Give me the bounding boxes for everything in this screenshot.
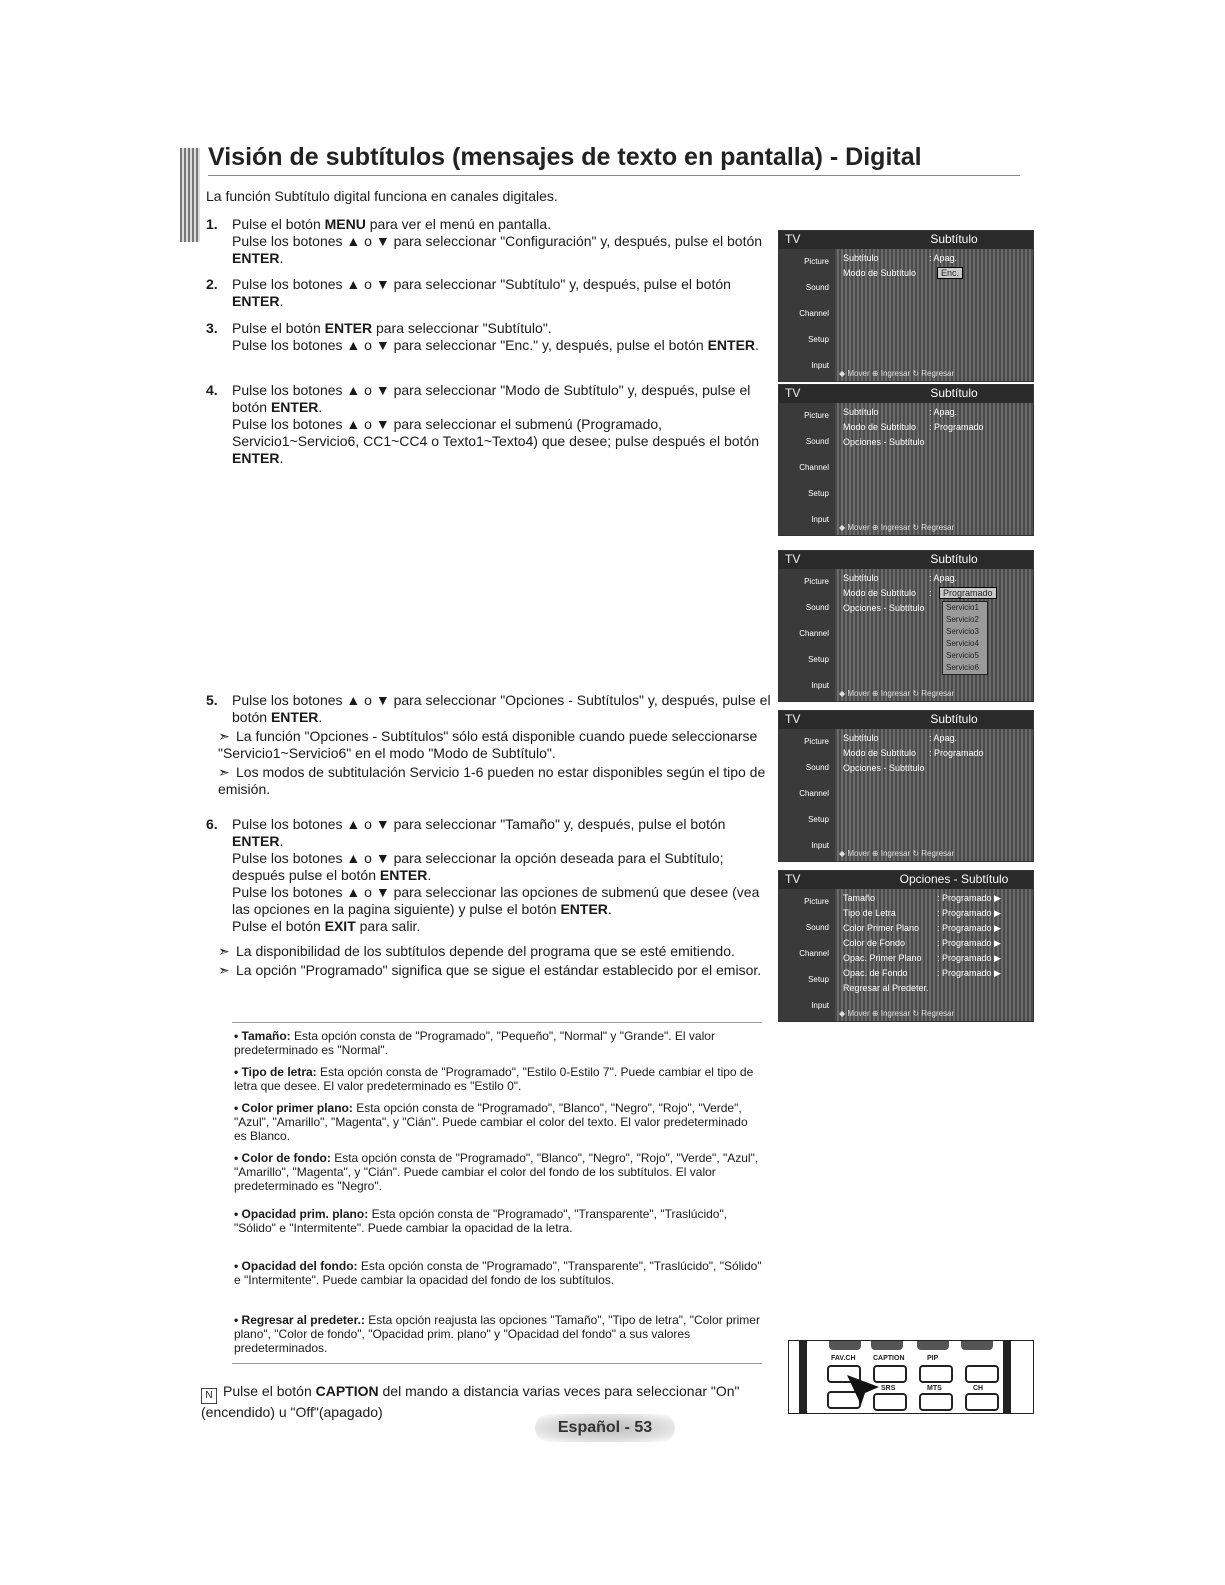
menu-footer: [839, 369, 1029, 378]
option-description: Esta opción consta de "Programado", "Blanco", "Negro", "Rojo", "Verde", "Azul", "Amarillo", "Magenta", y "Cián". Puede cambiar el color del fondo de los subtítulos. El valor predeterminado es "Negro".: [234, 1151, 759, 1193]
menu-sidebar: [779, 569, 835, 701]
step-body: [218, 692, 777, 798]
tv-menu-screenshot: [778, 870, 1034, 1022]
menu-tv-label: TV: [785, 386, 801, 400]
menu-side-item: Sound: [805, 437, 829, 446]
menu-footer-item: ↻ Regresar: [912, 523, 955, 532]
menu-footer-item: ↻ Regresar: [912, 369, 955, 378]
menu-row-label: Opciones - Subtítulo: [843, 437, 925, 447]
menu-title: Subtítulo: [930, 386, 978, 400]
menu-row-label: Color de Fondo: [843, 938, 906, 948]
remote-top-button: [961, 1341, 993, 1350]
remote-top-button: [917, 1341, 949, 1350]
caption-keyword: CAPTION: [315, 1383, 379, 1399]
option-entry: [234, 1313, 762, 1355]
option-description: Esta opción reajusta las opciones "Tamaño", "Tipo de letra", "Color primer plano", "Color de fondo", "Opacidad prim. plano" y "Opacidad del fondo" a sus valores predeterminados.: [234, 1313, 760, 1355]
menu-footer-item: ⊕ Ingresar: [871, 369, 913, 378]
step-text: Pulse los botones ▲ o ▼ para seleccionar la opción deseada para el Subtítulo; después pulse el botón ENTER.: [232, 850, 724, 883]
mts-button: [919, 1393, 953, 1411]
exit-keyword: EXIT: [324, 918, 356, 934]
note-arrow-icon: ➣: [218, 764, 230, 780]
menu-side-item: Setup: [808, 489, 829, 498]
menu-row-label: Opac. Primer Plano: [843, 953, 922, 963]
menu-side-item: Setup: [808, 335, 829, 344]
menu-side-item: Setup: [808, 655, 829, 664]
note-arrow-icon: ➣: [218, 728, 230, 744]
menu-row-value: : Programado: [929, 748, 984, 758]
menu-footer-item: ⊕ Ingresar: [871, 523, 913, 532]
option-term: • Opacidad prim. plano:: [234, 1207, 372, 1221]
step-number: 4.: [206, 382, 218, 398]
step-keyword: ENTER: [232, 250, 280, 266]
pointer-arrow-icon: [843, 1371, 883, 1407]
option-term: • Tipo de letra:: [234, 1065, 320, 1079]
menu-side-item: Sound: [805, 923, 829, 932]
menu-dropdown: [942, 601, 988, 675]
step-body: [232, 382, 777, 467]
remote-top-button: [871, 1341, 903, 1350]
step-keyword: ENTER: [270, 399, 319, 415]
menu-dropdown-option: Servicio1: [946, 603, 979, 612]
menu-sidebar: [779, 249, 835, 381]
menu-sidebar: [779, 729, 835, 861]
menu-row-label: Opac. de Fondo: [843, 968, 908, 978]
note-arrow-icon: ➣: [218, 962, 230, 978]
menu-tv-label: TV: [785, 712, 801, 726]
step-body: [218, 816, 777, 979]
menu-tv-label: TV: [785, 872, 801, 886]
page-number: Español - 53: [535, 1414, 675, 1442]
caption-tip: N Pulse el botón CAPTION del mando a distancia varias veces para seleccionar "On"(encendido) u "Off"(apagado): [201, 1383, 740, 1420]
menu-row-label: Opciones - Subtítulo: [843, 603, 925, 613]
step-text: Pulse el botón MENU para ver el menú en pantalla.: [232, 216, 552, 232]
step-text: Pulse el botón ENTER para seleccionar "Subtítulo".: [232, 320, 552, 336]
menu-row-label: Modo de Subtítulo: [843, 748, 917, 758]
menu-footer-item: ◆ Mover: [839, 689, 872, 698]
menu-row-label: Tamaño: [843, 893, 876, 903]
option-entry: [234, 1101, 762, 1143]
menu-side-item: Input: [811, 361, 829, 370]
menu-footer-item: ⊕ Ingresar: [871, 689, 913, 698]
tv-menu-screenshot: [778, 230, 1034, 382]
menu-side-item: Input: [811, 681, 829, 690]
menu-sidebar: [779, 403, 835, 535]
menu-row-label: Tipo de Letra: [843, 908, 896, 918]
menu-footer-item: ◆ Mover: [839, 369, 872, 378]
menu-row-value: :: [929, 588, 932, 598]
tv-menu-screenshot: [778, 384, 1034, 536]
menu-row-label: Subtítulo: [843, 573, 879, 583]
menu-row-value: : Apag.: [929, 253, 958, 263]
ch-up-button: [965, 1365, 999, 1383]
menu-dropdown-option: Servicio3: [946, 627, 979, 636]
step-keyword: ENTER: [707, 337, 756, 353]
step-keyword: ENTER: [232, 833, 280, 849]
menu-dropdown-option: Servicio4: [946, 639, 979, 648]
step-keyword: MENU: [324, 216, 366, 232]
tv-menu-screenshot: [778, 710, 1034, 862]
menu-side-item: Input: [811, 1001, 829, 1010]
menu-side-item: Picture: [804, 737, 829, 746]
option-term: • Color de fondo:: [234, 1151, 335, 1165]
menu-footer: [839, 1009, 1029, 1018]
step-number: 1.: [206, 216, 218, 232]
menu-side-item: Channel: [799, 309, 829, 318]
menu-row-label: Modo de Subtítulo: [843, 422, 917, 432]
menu-row-value: : Programado ▶: [937, 908, 1001, 918]
menu-row-label: Subtítulo: [843, 407, 879, 417]
step-note: ➣ La función "Opciones - Subtítulos" sólo está disponible cuando puede seleccionarse "Servicio1~Servicio6" en el modo "Modo de Subtítulo".: [218, 728, 758, 761]
menu-dropdown-option: Servicio2: [946, 615, 979, 624]
note-arrow-icon: ➣: [218, 943, 230, 959]
menu-footer-item: ⊕ Ingresar: [871, 1009, 913, 1018]
step-text: Pulse los botones ▲ o ▼ para seleccionar "Opciones - Subtítulos" y, después, pulse el botón ENTER.: [232, 692, 771, 725]
menu-row-value: : Apag.: [929, 407, 958, 417]
ch-down-button: [965, 1393, 999, 1411]
option-description: Esta opción consta de "Programado", "Pequeño", "Normal" y "Grande". El valor predeterminado es "Normal".: [234, 1029, 715, 1057]
menu-row-value: : Apag.: [929, 733, 958, 743]
menu-highlight-value: Enc.: [937, 267, 963, 279]
step-text: Pulse los botones ▲ o ▼ para seleccionar "Modo de Subtítulo" y, después, pulse el botón ENTER.: [232, 382, 751, 415]
remote-label: CH: [973, 1385, 984, 1392]
menu-row-label: Modo de Subtítulo: [843, 588, 917, 598]
menu-row-value: : Programado ▶: [937, 968, 1001, 978]
option-term: • Regresar al predeter.:: [234, 1313, 369, 1327]
menu-footer-item: ↻ Regresar: [912, 689, 955, 698]
menu-row-label: Subtítulo: [843, 253, 879, 263]
step-text: Pulse los botones ▲ o ▼ para seleccionar las opciones de submenú que desee (vea las opciones en la pagina siguiente) y pulse el botón ENTER.: [232, 884, 760, 917]
intro-text: La función Subtítulo digital funciona en canales digitales.: [206, 188, 558, 204]
menu-footer-item: ↻ Regresar: [912, 1009, 955, 1018]
title-accent-bar: [180, 148, 200, 242]
step-keyword: ENTER: [379, 867, 428, 883]
menu-side-item: Channel: [799, 629, 829, 638]
option-description: Esta opción consta de "Programado", "Estilo 0-Estilo 7". Puede cambiar el tipo de letra que desee. El valor predeterminado es "Estilo 0".: [234, 1065, 754, 1093]
menu-row-value: : Programado: [929, 422, 984, 432]
remote-edge-right: [1003, 1341, 1011, 1413]
menu-side-item: Sound: [805, 603, 829, 612]
title-rule: [208, 175, 1020, 176]
menu-side-item: Sound: [805, 763, 829, 772]
step-keyword: ENTER: [270, 709, 319, 725]
step-body: [232, 276, 777, 310]
tv-menu-screenshot: [778, 550, 1034, 702]
menu-side-item: Input: [811, 841, 829, 850]
menu-tv-label: TV: [785, 232, 801, 246]
step-keyword: ENTER: [232, 293, 280, 309]
remote-edge-left: [799, 1341, 807, 1413]
menu-row-value: : Programado ▶: [937, 938, 1001, 948]
menu-footer-item: ◆ Mover: [839, 523, 872, 532]
step-note: ➣ La disponibilidad de los subtítulos depende del programa que se esté emitiendo.: [218, 943, 735, 959]
menu-footer: [839, 849, 1029, 858]
option-entry: [234, 1151, 762, 1193]
menu-row-label: Regresar al Predeter.: [843, 983, 929, 993]
remote-label: FAV.CH: [831, 1355, 856, 1362]
step-text: Pulse los botones ▲ o ▼ para seleccionar "Tamaño" y, después, pulse el botón ENTER.: [232, 816, 726, 849]
menu-side-item: Picture: [804, 411, 829, 420]
menu-title: Subtítulo: [930, 712, 978, 726]
option-term: • Color primer plano:: [234, 1101, 357, 1115]
menu-sidebar: [779, 889, 835, 1021]
step-text: Pulse los botones ▲ o ▼ para seleccionar "Enc." y, después, pulse el botón ENTER.: [232, 337, 759, 353]
menu-side-item: Input: [811, 515, 829, 524]
step-text: Pulse los botones ▲ o ▼ para seleccionar el submenú (Programado, Servicio1~Servicio6, CC1~CC4 o Texto1~Texto4) que desee; pulse después el botón ENTER.: [232, 416, 760, 466]
menu-row-value: : Programado ▶: [937, 893, 1001, 903]
note-icon: N: [201, 1388, 217, 1404]
step-number: 5.: [206, 692, 218, 708]
option-description: Esta opción consta de "Programado", "Transparente", "Traslúcido", "Sólido" e "Intermitente". Puede cambiar la opacidad del fondo de los subtítulos.: [234, 1259, 762, 1287]
option-entry: [234, 1207, 762, 1235]
step-note: ➣ La opción "Programado" significa que se sigue el estándar establecido por el emisor.: [218, 962, 762, 978]
option-description: Esta opción consta de "Programado", "Blanco", "Negro", "Rojo", "Verde", "Azul", "Amarillo", "Magenta", y "Cián". Puede cambiar el color del texto. El valor predeterminado es Blanco.: [234, 1101, 748, 1143]
menu-side-item: Channel: [799, 949, 829, 958]
option-entry: [234, 1259, 762, 1287]
menu-title: Subtítulo: [930, 552, 978, 566]
menu-dropdown-option: Servicio5: [946, 651, 979, 660]
option-entry: [234, 1029, 762, 1057]
menu-row-label: Modo de Subtítulo: [843, 268, 917, 278]
option-description: Esta opción consta de "Programado", "Transparente", "Traslúcido", "Sólido" e "Intermitente". Puede cambiar la opacidad de la letra.: [234, 1207, 728, 1235]
menu-side-item: Picture: [804, 577, 829, 586]
menu-side-item: Setup: [808, 815, 829, 824]
menu-side-item: Picture: [804, 257, 829, 266]
exit-instruction: Pulse el botón EXIT para salir.: [232, 918, 421, 934]
menu-footer-item: ◆ Mover: [839, 1009, 872, 1018]
step-note: ➣ Los modos de subtitulación Servicio 1-6 pueden no estar disponibles según el tipo de emisión.: [218, 764, 766, 797]
menu-row-label: Opciones - Subtítulo: [843, 763, 925, 773]
step-number: 3.: [206, 320, 218, 336]
menu-row-label: Color Primer Plano: [843, 923, 920, 933]
remote-label: MTS: [927, 1385, 942, 1392]
step-body: [232, 216, 777, 267]
option-term: • Opacidad del fondo:: [234, 1259, 361, 1273]
menu-footer-item: ◆ Mover: [839, 849, 872, 858]
step-keyword: ENTER: [324, 320, 373, 336]
menu-row-value: : Programado ▶: [937, 923, 1001, 933]
step-number: 6.: [206, 816, 218, 832]
step-keyword: ENTER: [560, 901, 608, 917]
step-text: Pulse los botones ▲ o ▼ para seleccionar "Configuración" y, después, pulse el botón ENTER.: [232, 233, 763, 266]
remote-top-button: [829, 1341, 861, 1350]
remote-label: SRS: [881, 1385, 896, 1392]
menu-side-item: Sound: [805, 283, 829, 292]
menu-footer: [839, 523, 1029, 532]
remote-label: CAPTION: [873, 1355, 905, 1362]
menu-side-item: Channel: [799, 463, 829, 472]
menu-side-item: Picture: [804, 897, 829, 906]
options-table: [232, 1022, 762, 1364]
menu-side-item: Setup: [808, 975, 829, 984]
step-number: 2.: [206, 276, 218, 292]
option-entry: [234, 1065, 762, 1093]
page-title: Visión de subtítulos (mensajes de texto en pantalla) - Digital: [208, 143, 922, 171]
menu-footer: [839, 689, 1029, 698]
menu-title: Subtítulo: [930, 232, 978, 246]
remote-illustration: [788, 1340, 1034, 1414]
menu-footer-item: ↻ Regresar: [912, 849, 955, 858]
menu-tv-label: TV: [785, 552, 801, 566]
menu-title: Opciones - Subtítulo: [899, 872, 1009, 886]
menu-row-label: Subtítulo: [843, 733, 879, 743]
remote-label: PIP: [927, 1355, 939, 1362]
step-text: Pulse los botones ▲ o ▼ para seleccionar "Subtítulo" y, después, pulse el botón ENTER.: [232, 276, 731, 309]
menu-highlight-value: Programado: [939, 587, 997, 599]
pip-button: [919, 1365, 953, 1383]
step-keyword: ENTER: [232, 450, 280, 466]
option-term: • Tamaño:: [234, 1029, 294, 1043]
step-body: [232, 320, 777, 354]
menu-dropdown-option: Servicio6: [946, 663, 979, 672]
menu-row-value: : Programado ▶: [937, 953, 1001, 963]
menu-row-value: : Apag.: [929, 573, 958, 583]
menu-footer-item: ⊕ Ingresar: [871, 849, 913, 858]
menu-side-item: Channel: [799, 789, 829, 798]
